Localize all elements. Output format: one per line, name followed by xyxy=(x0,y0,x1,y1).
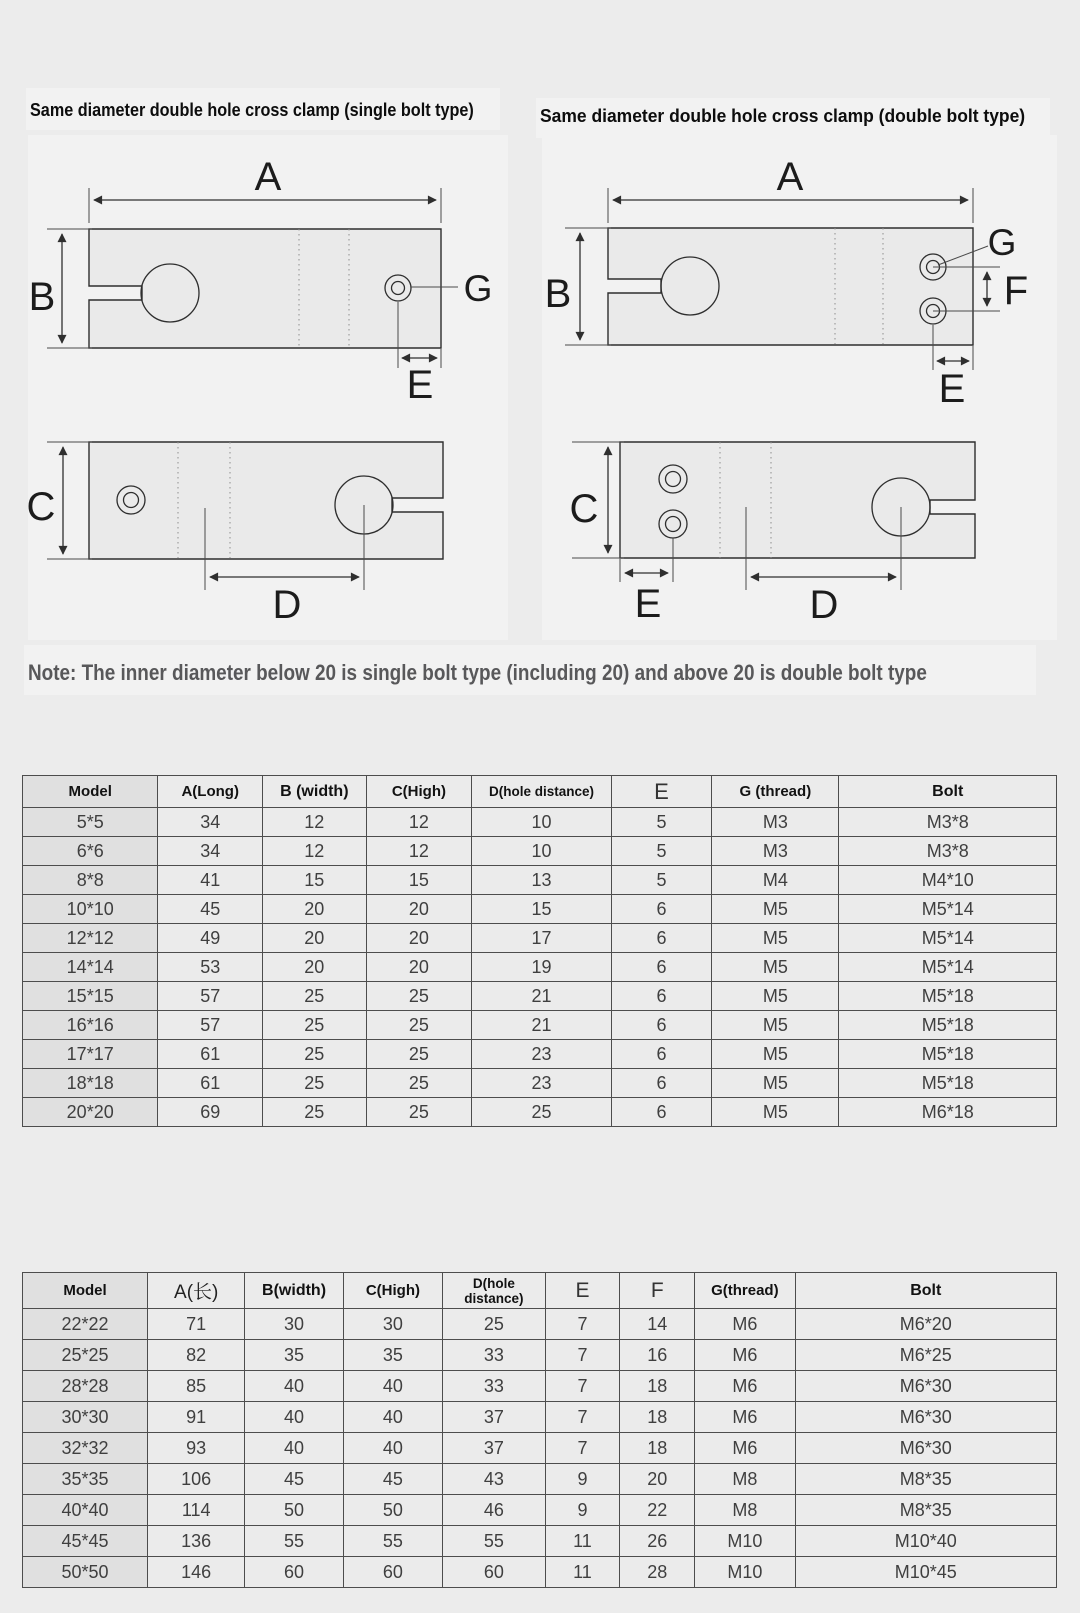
spec-cell: 60 xyxy=(443,1557,545,1588)
spec-row xyxy=(23,953,1057,982)
spec-cell: 18 xyxy=(620,1402,695,1433)
spec-row xyxy=(23,1433,1057,1464)
dim-label-b-single: B xyxy=(28,275,56,319)
single-bolt-spec-table xyxy=(22,775,1057,1127)
spec-cell: 7 xyxy=(545,1402,620,1433)
spec-cell: 18*18 xyxy=(23,1069,158,1098)
spec-cell: 10 xyxy=(472,837,612,866)
spec-cell: 146 xyxy=(148,1557,245,1588)
spec-cell: 20 xyxy=(263,953,367,982)
spec-cell: 35 xyxy=(343,1340,442,1371)
spec-cell: 25 xyxy=(263,982,367,1011)
spec-cell: 12 xyxy=(263,808,367,837)
spec-cell: 53 xyxy=(158,953,263,982)
column-header: G(thread) xyxy=(695,1273,795,1309)
spec-cell: 6 xyxy=(611,895,712,924)
spec-cell: M5 xyxy=(712,982,839,1011)
spec-cell: 55 xyxy=(343,1526,442,1557)
column-header: A(Long) xyxy=(158,776,263,808)
spec-cell: 50*50 xyxy=(23,1557,148,1588)
spec-cell: M3 xyxy=(712,837,839,866)
spec-cell: 21 xyxy=(472,982,612,1011)
spec-cell: 20 xyxy=(366,895,472,924)
spec-cell: 40 xyxy=(343,1433,442,1464)
spec-cell: 45 xyxy=(158,895,263,924)
spec-cell: 14 xyxy=(620,1309,695,1340)
spec-row xyxy=(23,1309,1057,1340)
single-bolt-top-view xyxy=(27,442,443,627)
spec-cell: 35*35 xyxy=(23,1464,148,1495)
spec-cell: 5 xyxy=(611,837,712,866)
column-header: G (thread) xyxy=(712,776,839,808)
spec-cell: 17*17 xyxy=(23,1040,158,1069)
column-header: D(hole distance) xyxy=(472,776,612,808)
spec-cell: 6 xyxy=(611,1011,712,1040)
spec-cell: M5*18 xyxy=(839,1069,1057,1098)
spec-cell: 55 xyxy=(443,1526,545,1557)
spec-cell: 35 xyxy=(245,1340,343,1371)
spec-cell: 106 xyxy=(148,1464,245,1495)
column-header: Bolt xyxy=(795,1273,1056,1309)
spec-cell: M5 xyxy=(712,924,839,953)
column-header: Model xyxy=(23,1273,148,1309)
column-header: Model xyxy=(23,776,158,808)
spec-cell: M6 xyxy=(695,1340,795,1371)
spec-cell: 20 xyxy=(366,924,472,953)
spec-cell: 82 xyxy=(148,1340,245,1371)
spec-cell: 25 xyxy=(366,1011,472,1040)
spec-cell: 16*16 xyxy=(23,1011,158,1040)
spec-row xyxy=(23,1464,1057,1495)
spec-row xyxy=(23,1340,1057,1371)
spec-cell: 22 xyxy=(620,1495,695,1526)
spec-cell: M6*30 xyxy=(795,1433,1056,1464)
spec-cell: 26 xyxy=(620,1526,695,1557)
spec-row xyxy=(23,924,1057,953)
spec-cell: 25 xyxy=(263,1040,367,1069)
dim-label-d-double: D xyxy=(809,583,839,627)
spec-row xyxy=(23,1040,1057,1069)
spec-cell: 6 xyxy=(611,1040,712,1069)
spec-cell: 25 xyxy=(263,1011,367,1040)
spec-cell: 22*22 xyxy=(23,1309,148,1340)
spec-row xyxy=(23,866,1057,895)
spec-cell: 28 xyxy=(620,1557,695,1588)
spec-row xyxy=(23,982,1057,1011)
spec-cell: M5*18 xyxy=(839,1040,1057,1069)
spec-cell: 5 xyxy=(611,808,712,837)
spec-cell: 25 xyxy=(366,1040,472,1069)
dim-label-d-single: D xyxy=(272,583,302,627)
spec-cell: M6 xyxy=(695,1309,795,1340)
spec-cell: 91 xyxy=(148,1402,245,1433)
spec-cell: 25 xyxy=(263,1069,367,1098)
spec-cell: 11 xyxy=(545,1526,620,1557)
spec-cell: 14*14 xyxy=(23,953,158,982)
spec-cell: 40 xyxy=(245,1371,343,1402)
spec-row xyxy=(23,895,1057,924)
spec-cell: 11 xyxy=(545,1557,620,1588)
spec-cell: 18 xyxy=(620,1371,695,1402)
spec-cell: 37 xyxy=(443,1402,545,1433)
spec-cell: 33 xyxy=(443,1371,545,1402)
spec-cell: 20 xyxy=(620,1464,695,1495)
spec-cell: M3 xyxy=(712,808,839,837)
spec-cell: 49 xyxy=(158,924,263,953)
spec-cell: M5*18 xyxy=(839,1011,1057,1040)
spec-cell: 40*40 xyxy=(23,1495,148,1526)
spec-cell: 20 xyxy=(263,924,367,953)
spec-cell: 25 xyxy=(366,982,472,1011)
spec-cell: M6*18 xyxy=(839,1098,1057,1127)
dim-label-e-double: E xyxy=(938,367,966,411)
column-header: A(长) xyxy=(148,1273,245,1309)
spec-cell: 9 xyxy=(545,1464,620,1495)
column-header: C(High) xyxy=(366,776,472,808)
spec-cell: 15 xyxy=(366,866,472,895)
spec-cell: 25 xyxy=(472,1098,612,1127)
spec-cell: 6*6 xyxy=(23,837,158,866)
spec-cell: M6 xyxy=(695,1402,795,1433)
dim-label-g-single: G xyxy=(463,268,493,309)
spec-cell: 71 xyxy=(148,1309,245,1340)
spec-cell: M5*14 xyxy=(839,924,1057,953)
spec-cell: 6 xyxy=(611,982,712,1011)
spec-cell: 40 xyxy=(343,1371,442,1402)
spec-cell: 17 xyxy=(472,924,612,953)
spec-cell: M4 xyxy=(712,866,839,895)
spec-cell: 15 xyxy=(263,866,367,895)
spec-cell: 40 xyxy=(343,1402,442,1433)
double-bolt-front-view xyxy=(545,155,1029,411)
spec-cell: 30 xyxy=(245,1309,343,1340)
spec-cell: M6 xyxy=(695,1433,795,1464)
spec-cell: 30 xyxy=(343,1309,442,1340)
column-header: Bolt xyxy=(839,776,1057,808)
spec-cell: 37 xyxy=(443,1433,545,1464)
spec-cell: M10*40 xyxy=(795,1526,1056,1557)
spec-cell: 6 xyxy=(611,1069,712,1098)
spec-cell: 34 xyxy=(158,808,263,837)
spec-cell: M5*14 xyxy=(839,895,1057,924)
spec-cell: 41 xyxy=(158,866,263,895)
spec-cell: 23 xyxy=(472,1069,612,1098)
spec-cell: M5*14 xyxy=(839,953,1057,982)
spec-cell: 5 xyxy=(611,866,712,895)
spec-row xyxy=(23,1011,1057,1040)
spec-cell: M5*18 xyxy=(839,982,1057,1011)
spec-cell: M4*10 xyxy=(839,866,1057,895)
header-row xyxy=(23,776,1057,808)
double-bolt-top-view xyxy=(570,442,975,627)
column-header: B (width) xyxy=(263,776,367,808)
spec-cell: M10 xyxy=(695,1557,795,1588)
spec-cell: 12 xyxy=(366,808,472,837)
spec-cell: 45*45 xyxy=(23,1526,148,1557)
spec-cell: 25*25 xyxy=(23,1340,148,1371)
spec-cell: M3*8 xyxy=(839,837,1057,866)
spec-cell: 15 xyxy=(472,895,612,924)
spec-row xyxy=(23,808,1057,837)
double-bolt-spec-table xyxy=(22,1272,1057,1588)
spec-cell: M6 xyxy=(695,1371,795,1402)
spec-cell: 13 xyxy=(472,866,612,895)
spec-cell: 45 xyxy=(343,1464,442,1495)
dim-label-a-double: A xyxy=(776,155,804,199)
spec-cell: 7 xyxy=(545,1433,620,1464)
spec-cell: 8*8 xyxy=(23,866,158,895)
spec-cell: 45 xyxy=(245,1464,343,1495)
spec-cell: 85 xyxy=(148,1371,245,1402)
spec-row xyxy=(23,837,1057,866)
spec-cell: 40 xyxy=(245,1402,343,1433)
dim-label-e-top-double: E xyxy=(634,582,662,626)
spec-cell: 25 xyxy=(366,1069,472,1098)
dim-label-a-single: A xyxy=(254,155,282,199)
spec-cell: 16 xyxy=(620,1340,695,1371)
spec-cell: M10 xyxy=(695,1526,795,1557)
spec-cell: 18 xyxy=(620,1433,695,1464)
spec-cell: 7 xyxy=(545,1371,620,1402)
spec-cell: M6*20 xyxy=(795,1309,1056,1340)
spec-cell: M5 xyxy=(712,1011,839,1040)
spec-cell: 6 xyxy=(611,1098,712,1127)
column-header: D(hole distance) xyxy=(443,1273,545,1309)
spec-cell: M8 xyxy=(695,1495,795,1526)
spec-cell: M3*8 xyxy=(839,808,1057,837)
column-header: E xyxy=(611,776,712,808)
spec-cell: M6*30 xyxy=(795,1371,1056,1402)
spec-cell: 20 xyxy=(263,895,367,924)
spec-cell: M8*35 xyxy=(795,1464,1056,1495)
dim-label-c-single: C xyxy=(26,485,56,529)
spec-cell: 28*28 xyxy=(23,1371,148,1402)
spec-cell: 61 xyxy=(158,1040,263,1069)
dim-label-g-double: G xyxy=(987,222,1017,263)
spec-cell: M5 xyxy=(712,895,839,924)
spec-cell: M5 xyxy=(712,1069,839,1098)
note-text: Note: The inner diameter below 20 is single bolt type (including 20) and above 20 is double bolt type xyxy=(28,660,927,685)
spec-cell: 30*30 xyxy=(23,1402,148,1433)
spec-cell: 7 xyxy=(545,1309,620,1340)
dim-label-c-double: C xyxy=(569,487,599,531)
spec-cell: 57 xyxy=(158,982,263,1011)
spec-cell: 23 xyxy=(472,1040,612,1069)
spec-cell: 60 xyxy=(343,1557,442,1588)
clamp-body xyxy=(89,442,443,559)
spec-cell: 5*5 xyxy=(23,808,158,837)
spec-cell: 20 xyxy=(366,953,472,982)
spec-cell: 10*10 xyxy=(23,895,158,924)
column-header: E xyxy=(545,1273,620,1309)
spec-cell: 93 xyxy=(148,1433,245,1464)
spec-cell: 60 xyxy=(245,1557,343,1588)
column-header: F xyxy=(620,1273,695,1309)
spec-cell: M6*30 xyxy=(795,1402,1056,1433)
spec-row xyxy=(23,1526,1057,1557)
spec-cell: 12*12 xyxy=(23,924,158,953)
dim-label-e-single: E xyxy=(406,363,434,407)
spec-cell: M5 xyxy=(712,953,839,982)
spec-cell: 32*32 xyxy=(23,1433,148,1464)
technical-diagrams xyxy=(0,130,1080,650)
header-row xyxy=(23,1273,1057,1309)
spec-cell: 19 xyxy=(472,953,612,982)
spec-cell: 69 xyxy=(158,1098,263,1127)
spec-cell: 21 xyxy=(472,1011,612,1040)
spec-cell: 15*15 xyxy=(23,982,158,1011)
spec-row xyxy=(23,1069,1057,1098)
spec-cell: M6*25 xyxy=(795,1340,1056,1371)
dim-label-f-double: F xyxy=(1003,269,1029,313)
spec-cell: 55 xyxy=(245,1526,343,1557)
spec-cell: 114 xyxy=(148,1495,245,1526)
clamp-body xyxy=(608,228,973,345)
spec-row xyxy=(23,1557,1057,1588)
spec-cell: 12 xyxy=(263,837,367,866)
spec-row xyxy=(23,1098,1057,1127)
spec-cell: 136 xyxy=(148,1526,245,1557)
spec-cell: 50 xyxy=(343,1495,442,1526)
spec-cell: 61 xyxy=(158,1069,263,1098)
spec-cell: 12 xyxy=(366,837,472,866)
spec-cell: 33 xyxy=(443,1340,545,1371)
spec-cell: 25 xyxy=(366,1098,472,1127)
spec-cell: 6 xyxy=(611,953,712,982)
spec-cell: 7 xyxy=(545,1340,620,1371)
spec-cell: 9 xyxy=(545,1495,620,1526)
spec-cell: 10 xyxy=(472,808,612,837)
dim-label-b-double: B xyxy=(544,272,572,316)
column-header: B(width) xyxy=(245,1273,343,1309)
spec-cell: M8*35 xyxy=(795,1495,1056,1526)
spec-cell: M5 xyxy=(712,1098,839,1127)
spec-cell: 25 xyxy=(443,1309,545,1340)
spec-row xyxy=(23,1402,1057,1433)
spec-row xyxy=(23,1495,1057,1526)
spec-cell: 34 xyxy=(158,837,263,866)
spec-cell: 57 xyxy=(158,1011,263,1040)
spec-cell: M5 xyxy=(712,1040,839,1069)
spec-cell: 25 xyxy=(263,1098,367,1127)
spec-cell: 40 xyxy=(245,1433,343,1464)
spec-cell: M8 xyxy=(695,1464,795,1495)
spec-cell: 43 xyxy=(443,1464,545,1495)
spec-cell: 50 xyxy=(245,1495,343,1526)
spec-cell: M10*45 xyxy=(795,1557,1056,1588)
single-bolt-front-view xyxy=(29,155,493,407)
spec-cell: 46 xyxy=(443,1495,545,1526)
spec-row xyxy=(23,1371,1057,1402)
column-header: C(High) xyxy=(343,1273,442,1309)
spec-cell: 6 xyxy=(611,924,712,953)
diagram-title-double-bolt: Same diameter double hole cross clamp (double bolt type) xyxy=(540,106,1026,126)
diagram-title-single-bolt: Same diameter double hole cross clamp (single bolt type) xyxy=(30,100,474,120)
spec-cell: 20*20 xyxy=(23,1098,158,1127)
